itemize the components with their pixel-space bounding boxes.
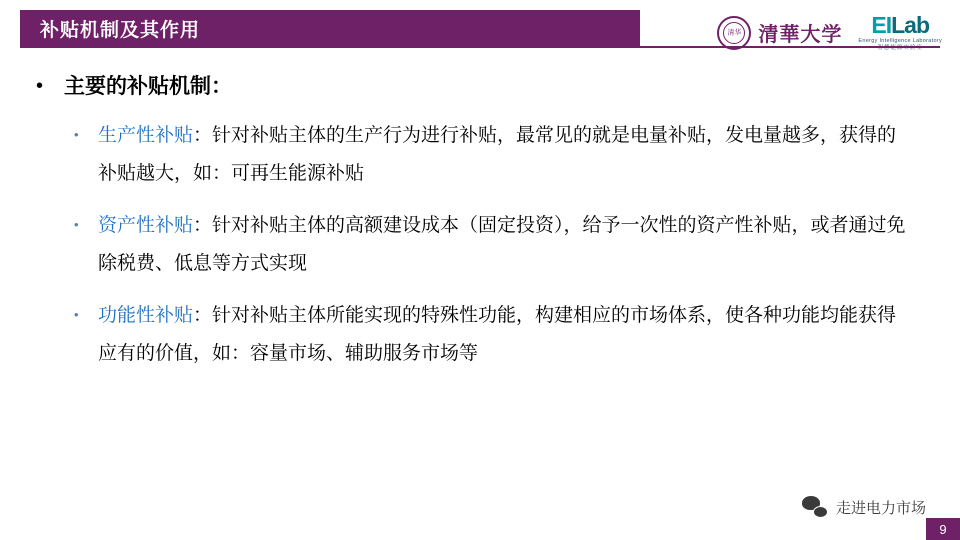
sub-bullet-keyword: 生产性补贴 (98, 124, 194, 146)
ei-lab-wordmark (871, 14, 929, 37)
header-title-bar (20, 10, 640, 46)
list-item (70, 206, 930, 282)
sub-bullet-marker: • (74, 217, 79, 232)
sub-bullet-list (70, 116, 930, 372)
wechat-account-name: 走进电力市场 (835, 498, 926, 517)
sub-bullet-keyword: 功能性补贴 (98, 304, 194, 326)
sub-bullet-body: ：针对补贴主体所能实现的特殊性功能，构建相应的市场体系，使各种功能均能获得应有的价值，如：容量市场、辅助服务市场等 (98, 304, 897, 364)
ei-lab-wordmark-right: Lab (891, 12, 929, 38)
sub-bullet-keyword: 资产性补贴 (98, 214, 194, 236)
list-item (70, 116, 930, 192)
ei-lab-subtitle-en: Energy Intelligence Laboratory (858, 38, 942, 44)
slide-content (30, 70, 930, 386)
header-underline (20, 46, 940, 48)
main-bullet-text: 主要的补贴机制： (64, 74, 232, 98)
slide-header (0, 10, 960, 46)
tsinghua-logo (717, 16, 842, 50)
tsinghua-name: 清華大学 (758, 22, 843, 46)
list-item (70, 296, 930, 372)
sub-bullet-text (98, 296, 908, 372)
sub-bullet-body: ：针对补贴主体的生产行为进行补贴，最常见的就是电量补贴，发电量越多，获得的补贴越大，如：可再生能源补贴 (98, 124, 897, 184)
sub-bullet-marker: • (74, 307, 79, 322)
wechat-icon (802, 496, 828, 518)
tsinghua-seal-icon (717, 16, 751, 50)
main-bullet-item (30, 70, 930, 102)
sub-bullet-marker: • (74, 127, 79, 142)
tsinghua-seal-text: 清华 (727, 28, 742, 36)
main-bullet-marker: • (36, 75, 44, 97)
page-number: 9 (926, 518, 960, 540)
sub-bullet-text (98, 206, 908, 282)
sub-bullet-text (98, 116, 908, 192)
sub-bullet-body: ：针对补贴主体的高额建设成本（固定投资），给予一次性的资产性补贴，或者通过免除税费、低息等方式实现 (98, 214, 906, 274)
ei-lab-wordmark-left: EI (871, 12, 892, 38)
page-title: 补贴机制及其作用 (40, 19, 201, 41)
wechat-watermark (802, 496, 926, 518)
